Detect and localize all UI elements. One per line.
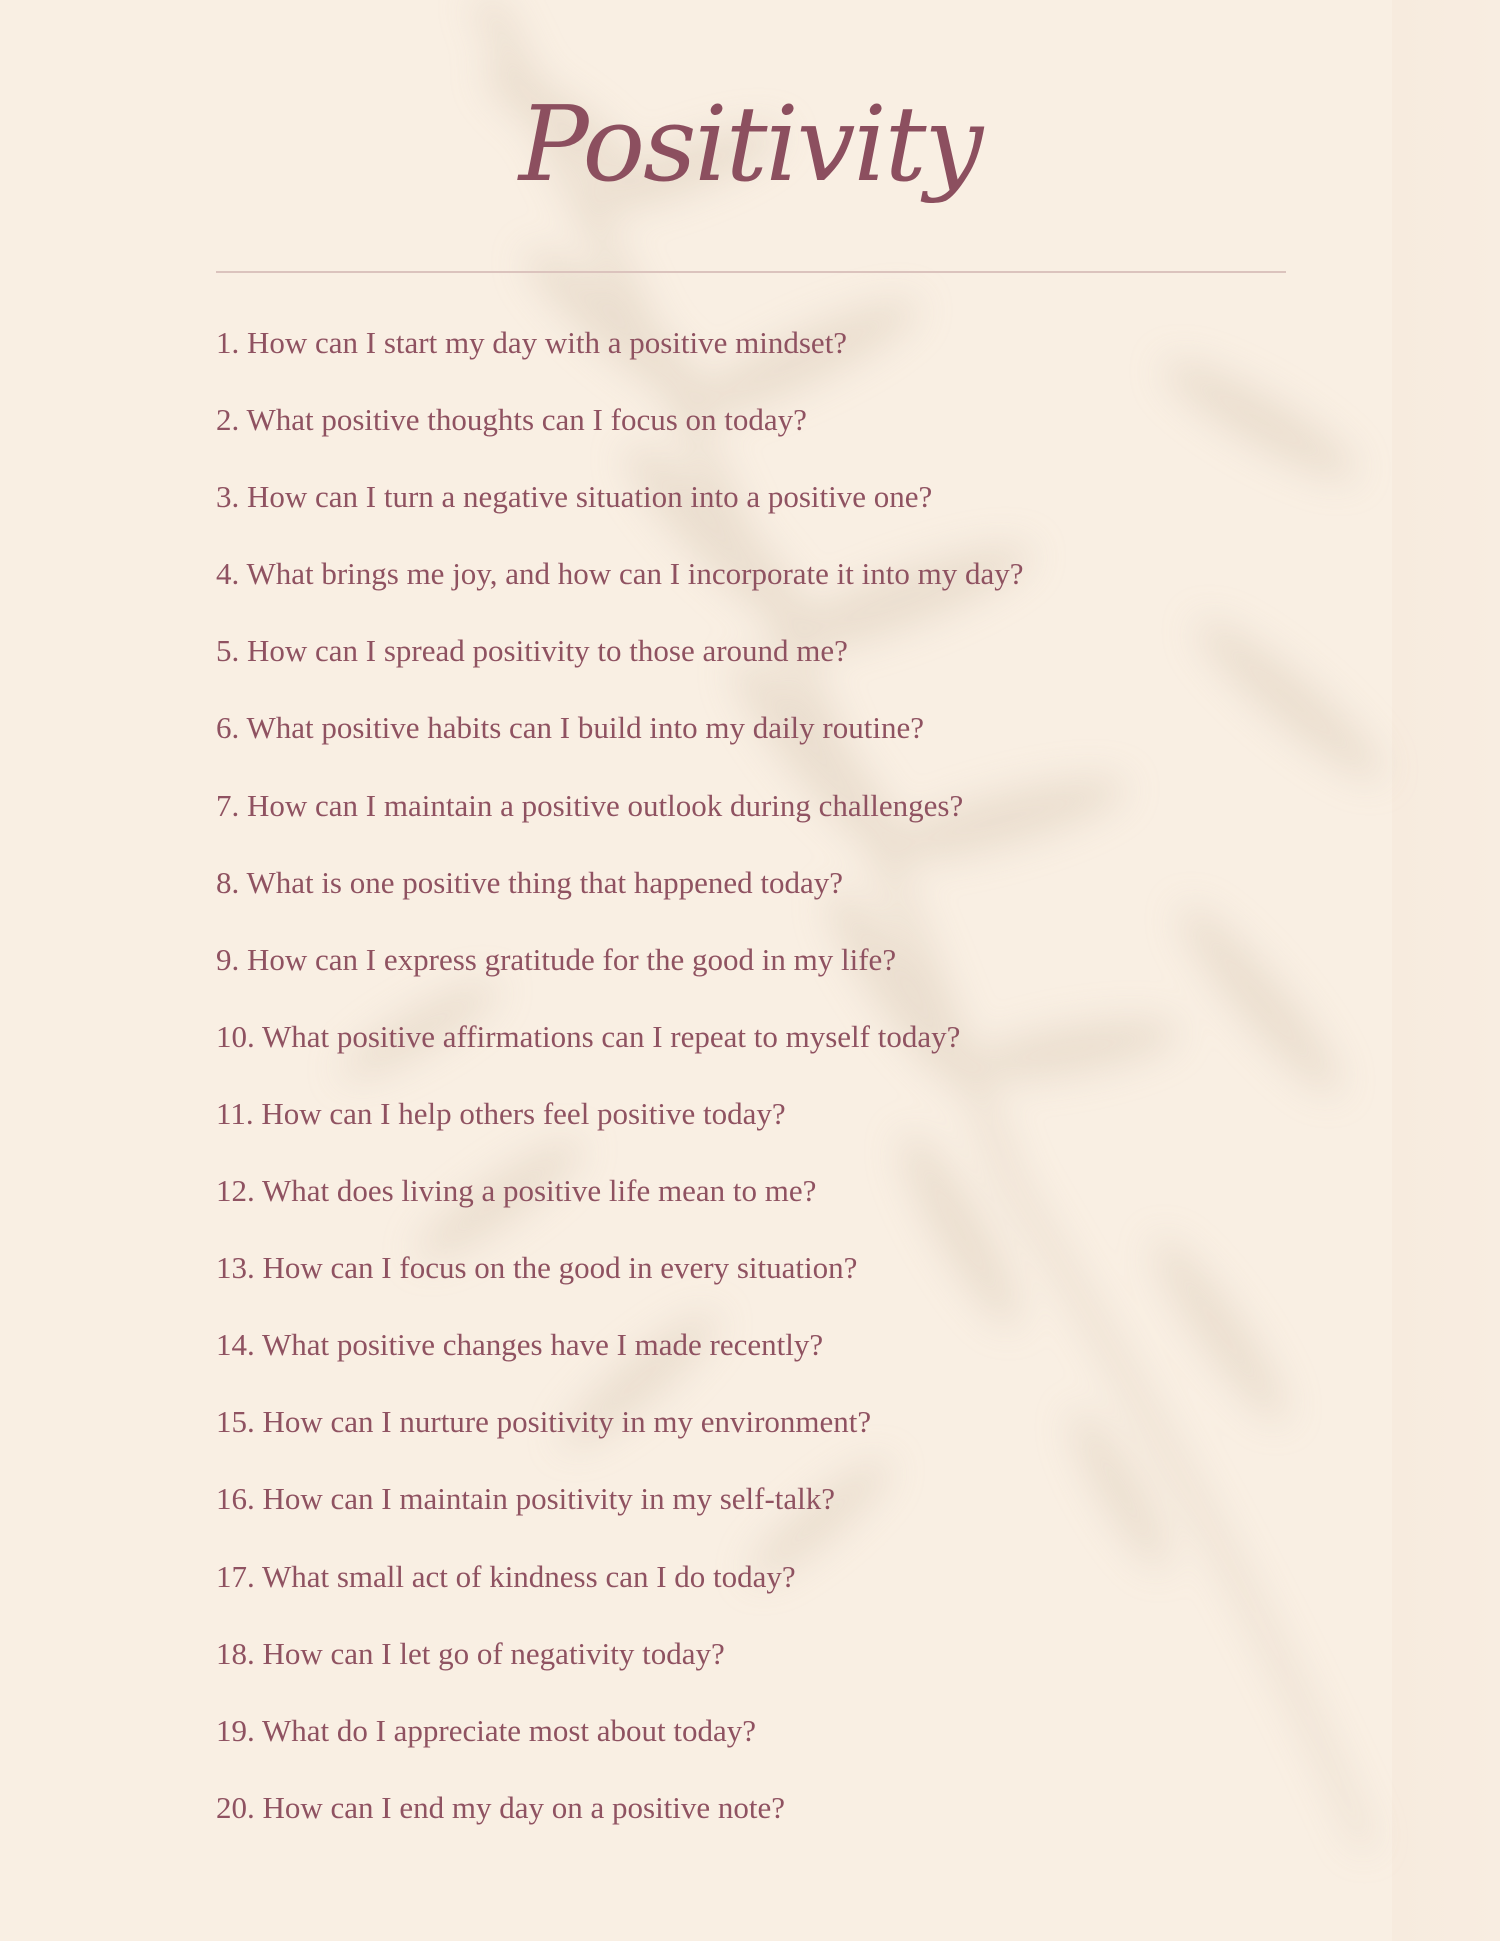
title-divider — [216, 271, 1286, 273]
prompt-item: 20. How can I end my day on a positive note? — [216, 1789, 786, 1825]
prompt-item: 14. What positive changes have I made recently? — [216, 1327, 824, 1363]
prompt-item: 8. What is one positive thing that happened today? — [216, 864, 844, 900]
prompt-item: 13. How can I focus on the good in every situation? — [216, 1250, 858, 1286]
prompt-item: 9. How can I express gratitude for the good in my life? — [216, 941, 897, 977]
prompt-item: 15. How can I nurture positivity in my environment? — [216, 1404, 872, 1440]
prompt-item: 12. What does living a positive life mean to me? — [216, 1173, 817, 1209]
prompt-item: 5. How can I spread positivity to those around me? — [216, 633, 848, 669]
prompt-item: 4. What brings me joy, and how can I incorporate it into my day? — [216, 556, 1024, 592]
prompt-item: 11. How can I help others feel positive today? — [216, 1095, 786, 1131]
prompt-item: 3. How can I turn a negative situation into a positive one? — [216, 479, 933, 515]
prompt-item: 10. What positive affirmations can I repeat to myself today? — [216, 1018, 961, 1054]
prompt-item: 6. What positive habits can I build into my daily routine? — [216, 710, 924, 746]
prompt-list — [216, 327, 1336, 1869]
prompt-item: 18. How can I let go of negativity today? — [216, 1635, 725, 1671]
prompt-item: 1. How can I start my day with a positive mindset? — [216, 325, 848, 360]
prompt-item: 16. How can I maintain positivity in my self-talk? — [216, 1481, 836, 1517]
prompt-item: 7. How can I maintain a positive outlook during challenges? — [216, 787, 964, 823]
page-title: Positivity — [518, 83, 982, 205]
prompt-item: 19. What do I appreciate most about today? — [216, 1712, 757, 1748]
prompt-item: 2. What positive thoughts can I focus on today? — [216, 402, 807, 438]
prompt-item: 17. What small act of kindness can I do today? — [216, 1558, 796, 1594]
